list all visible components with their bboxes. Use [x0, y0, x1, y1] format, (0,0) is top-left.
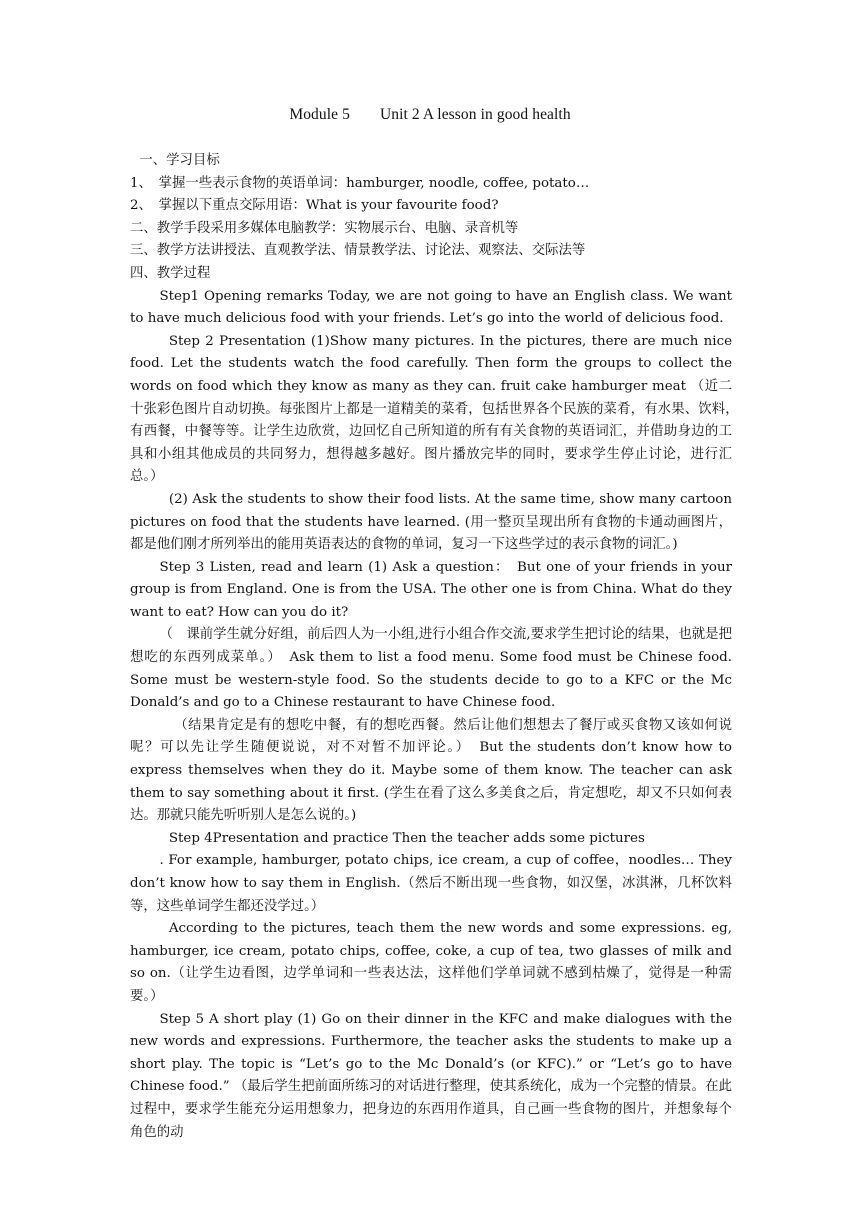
objective-1: 1、 掌握一些表示食物的英语单词：hamburger, noodle, coffee, potato…	[130, 175, 590, 191]
step4-paragraph: Step 4Presentation and practice Then the teacher adds some pictures	[168, 830, 645, 846]
objective-2: 2、 掌握以下重点交际用语：What is your favourite food?	[130, 198, 499, 214]
step1-paragraph: Step1 Opening remarks Today, we are not going to have an English class. We want to have much delicious food with your friends. Let’s go into the world of delicious food.	[130, 288, 732, 327]
document-body	[130, 150, 746, 1144]
step2-part2-paragraph: (2) Ask the students to show their food lists. At the same time, show many cartoon pictures on food that the students have learned. (用一整页呈现出所有食物的卡通动画图片，都是他们刚才所列举出的能用英语表达的食物的单词，复习一下这些学过的表示食物的词汇。)	[130, 491, 732, 553]
teaching-methods: 三、教学方法讲授法、直观教学法、情景教学法、讨论法、观察法、交际法等	[130, 243, 586, 259]
step2-paragraph: Step 2 Presentation (1)Show many pictures. In the pictures, there are much nice food. Let the students watch the food carefully. Then form the groups to collect the words on food which they know as many as they can. fruit cake hamburger meat （近二十张彩色图片自动切换。每张图片上都是一道精美的菜肴，包括世界各个民族的菜肴，有水果、饮料， 有西餐，中餐等等。让学生边欣赏，边回忆自己所知道的所有有关食物的英语词汇，并借助身边的工具和小组其他成员的共同努力，想得越多越好。图片播放完毕的同时，要求学生停止讨论，进行汇总。）	[130, 333, 746, 485]
step3-part2-paragraph: （ 课前学生就分好组，前后四人为一小组,进行小组合作交流,要求学生把讨论的结果，也就是把想吃的东西列成菜单。） Ask them to list a food menu. Some food must be Chinese food. Some must be western-style food. So the students decide to go to a KFC or the Mc Donald’s and go to a Chinese restaurant to have Chinese food.	[130, 627, 732, 711]
step3-paragraph: Step 3 Listen, read and learn (1) Ask a question： But one of your friends in your group is from England. One is from the USA. The other one is from China. What do they want to eat? How can you do it?	[130, 559, 732, 620]
step3-part3-paragraph: （结果肯定是有的想吃中餐，有的想吃西餐。然后让他们想想去了餐厅或买食物又该如何说呢？可以先让学生随便说说，对不对暂不加评论。） But the students don’t know how to express themselves when they do it. Maybe some of them know. The teacher can ask them to say something about it first. (学生在看了这么多美食之后，肯定想吃，却又不只如何表达。那就只能先听听别人是怎么说的。)	[130, 717, 732, 824]
page-title	[0, 106, 860, 124]
title-module: Module 5	[289, 106, 350, 123]
step4-part3-paragraph: According to the pictures, teach them the new words and some expressions. eg, hamburger, ice cream, potato chips, coffee, coke, a cup of tea, two glasses of milk and so on.（让学生边看图，边学单词和一些表达法，这样他们学单词就不感到枯燥了，觉得是一种需要。）	[130, 921, 732, 1004]
teaching-process-heading: 四、教学过程	[130, 265, 211, 281]
teaching-means: 二、教学手段采用多媒体电脑教学：实物展示台、电脑、录音机等	[130, 220, 519, 236]
objectives-heading: 一、学习目标	[139, 153, 220, 168]
step5-paragraph: Step 5 A short play (1) Go on their dinner in the KFC and make dialogues with the new words and expressions. Furthermore, the teacher asks the students to make up a short play. The topic is “Let’s go to the Mc Donald’s (or KFC).” or “Let’s go to have Chinese food.” （最后学生把前面所练习的对话进行整理，使其系统化，成为一个完整的情景。在此过程中，要求学生能充分运用想象力，把身边的东西用作道具，自己画一些食物的图片，并想象每个角色的动	[130, 1011, 732, 1140]
step4-part2-paragraph: . For example, hamburger, potato chips, ice cream, a cup of coffee，noodles… They don’t know how to say them in English.（然后不断出现一些食物，如汉堡，冰淇淋，几杯饮料等，这些单词学生都还没学过。）	[130, 853, 732, 914]
title-unit: Unit 2 A lesson in good health	[379, 106, 571, 123]
